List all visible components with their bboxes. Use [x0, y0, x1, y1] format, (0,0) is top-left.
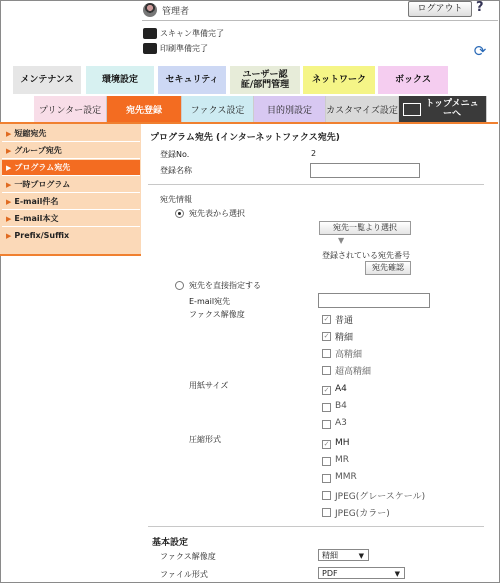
scanner-icon — [143, 28, 157, 39]
select-value: 精細 — [322, 551, 338, 560]
triangle-right-icon: ▶ — [6, 215, 12, 223]
divider — [148, 184, 484, 185]
confirm-dest-button[interactable]: 宛先確認 — [365, 261, 411, 275]
subtab-label: カスタマイズ設定 — [326, 105, 398, 116]
basic-fax-res-label: ファクス解像度 — [160, 552, 216, 561]
subtab-label: プリンター設定 — [38, 105, 102, 116]
radio-from-list[interactable] — [175, 209, 184, 218]
checkbox-comp-mmr[interactable] — [322, 474, 331, 483]
tab-box[interactable] — [378, 66, 448, 94]
triangle-right-icon: ▶ — [6, 198, 12, 206]
sidebar-item-label: プログラム宛先 — [14, 163, 71, 172]
checkbox-res-normal[interactable]: ✓ — [323, 315, 330, 323]
sidebar-item-label: グループ宛先 — [14, 146, 62, 155]
select-from-list-button[interactable]: 宛先一覧より選択 — [319, 221, 411, 235]
caret-down-icon: ▼ — [358, 552, 364, 560]
admin-user-icon — [143, 3, 157, 17]
subtab-label: トップメニューへ — [425, 99, 479, 119]
sidebar-item-email-subject[interactable] — [2, 194, 140, 210]
subtab-label: 宛先登録 — [125, 105, 162, 116]
option-label: JPEG(カラー) — [335, 509, 390, 519]
option-label: MR — [335, 455, 350, 465]
option-label: 普通 — [335, 316, 354, 326]
option-label: 精細 — [335, 333, 354, 343]
file-format-select[interactable] — [318, 567, 405, 579]
tab-label: メンテナンス — [20, 75, 74, 85]
checkbox-comp-jpeg-color[interactable] — [322, 508, 331, 517]
checkbox-res-ultrafine[interactable] — [322, 366, 331, 375]
tab-environment[interactable] — [86, 66, 154, 94]
option-label: 高精細 — [335, 350, 363, 360]
sidebar-item-program[interactable] — [2, 160, 140, 176]
sidebar-item-label: E-mail件名 — [14, 197, 59, 206]
subtab-label: 目的別設定 — [266, 105, 312, 116]
tab-label: ユーザー認証/部門管理 — [240, 70, 290, 90]
radio-direct[interactable] — [175, 281, 184, 290]
printer-icon — [143, 43, 157, 54]
subtab-purpose-settings[interactable] — [254, 96, 326, 122]
caret-down-icon: ▼ — [394, 570, 400, 578]
from-list-label: 宛先表から選択 — [189, 209, 245, 218]
logout-button[interactable]: ログアウト — [408, 1, 472, 17]
top-menu-icon — [403, 103, 421, 116]
sidebar-bottom-border — [0, 254, 141, 256]
sidebar-item-label: 一時プログラム — [14, 180, 71, 189]
admin-label: 管理者 — [162, 7, 190, 17]
option-label: B4 — [335, 401, 347, 411]
sidebar-item-temp-program[interactable] — [2, 177, 140, 193]
option-label: JPEG(グレースケール) — [335, 492, 426, 502]
option-label: MMR — [335, 472, 357, 482]
refresh-icon[interactable]: ⟳ — [473, 42, 487, 60]
registered-dest-label: 登録されている宛先番号 — [322, 251, 410, 260]
sidebar-item-label: E-mail本文 — [14, 214, 59, 223]
option-label: 超高精細 — [335, 367, 372, 377]
fax-res-label: ファクス解像度 — [189, 310, 245, 319]
subtab-destination-registration[interactable] — [107, 96, 182, 122]
checkbox-paper-b4[interactable] — [322, 403, 331, 412]
tab-label: ボックス — [395, 75, 431, 85]
tab-label: セキュリティ — [165, 75, 219, 85]
sidebar-item-label: Prefix/Suffix — [14, 231, 70, 240]
sidebar-item-email-body[interactable] — [2, 211, 140, 227]
triangle-right-icon: ▶ — [6, 147, 12, 155]
tab-user-auth[interactable] — [230, 66, 300, 94]
tab-maintenance[interactable] — [13, 66, 81, 94]
arrow-down-icon: ▼ — [338, 236, 345, 245]
reg-no-value: 2 — [311, 149, 317, 158]
subtab-top-menu[interactable] — [399, 96, 487, 122]
triangle-right-icon: ▶ — [6, 181, 12, 189]
fax-res-select[interactable] — [318, 549, 369, 561]
triangle-right-icon: ▶ — [6, 130, 12, 138]
tab-security[interactable] — [158, 66, 226, 94]
tab-label: 環境設定 — [101, 75, 138, 85]
file-format-label: ファイル形式 — [160, 570, 208, 579]
subtab-fax-settings[interactable] — [182, 96, 254, 122]
triangle-right-icon: ▶ — [6, 232, 12, 240]
dest-info-label: 宛先情報 — [160, 195, 192, 204]
basic-settings-label: 基本設定 — [152, 538, 189, 548]
checkbox-paper-a3[interactable] — [322, 420, 331, 429]
checkbox-comp-mr[interactable] — [322, 457, 331, 466]
sidebar-item-speed-dial[interactable] — [2, 126, 140, 142]
tab-network[interactable] — [303, 66, 375, 94]
checkbox-comp-mh[interactable]: ✓ — [323, 440, 330, 448]
reg-name-input[interactable] — [310, 163, 420, 178]
checkbox-res-fine[interactable]: ✓ — [323, 332, 330, 340]
paper-size-label: 用紙サイズ — [189, 381, 229, 390]
help-icon[interactable]: ? — [476, 0, 484, 15]
checkbox-paper-a4[interactable]: ✓ — [323, 386, 330, 394]
subtab-printer-settings[interactable] — [34, 96, 107, 122]
reg-name-label: 登録名称 — [160, 166, 192, 175]
print-status: 印刷準備完了 — [160, 44, 208, 53]
email-input[interactable] — [318, 293, 430, 308]
select-value: PDF — [322, 569, 338, 578]
subtab-label: ファクス設定 — [190, 105, 245, 116]
triangle-right-icon: ▶ — [6, 164, 12, 172]
option-label: A4 — [335, 384, 347, 394]
subtab-customize-settings[interactable] — [326, 96, 399, 122]
sidebar-item-group[interactable] — [2, 143, 140, 159]
header-divider — [142, 20, 498, 21]
email-label: E-mail宛先 — [189, 297, 231, 306]
page-title: プログラム宛先 (インターネットファクス宛先) — [150, 133, 340, 143]
sidebar-item-label: 短縮宛先 — [14, 129, 47, 138]
checkbox-comp-jpeg-gray[interactable] — [322, 491, 331, 500]
sidebar-item-prefix-suffix[interactable] — [2, 228, 140, 244]
direct-label: 宛先を直接指定する — [189, 281, 261, 290]
option-label: A3 — [335, 418, 347, 428]
scan-status: スキャン準備完了 — [160, 29, 224, 38]
divider — [148, 526, 484, 527]
tab-label: ネットワーク — [311, 75, 366, 85]
checkbox-res-superfine[interactable] — [322, 349, 331, 358]
reg-no-label: 登録No. — [160, 150, 190, 159]
compression-label: 圧縮形式 — [189, 435, 221, 444]
option-label: MH — [335, 438, 350, 448]
